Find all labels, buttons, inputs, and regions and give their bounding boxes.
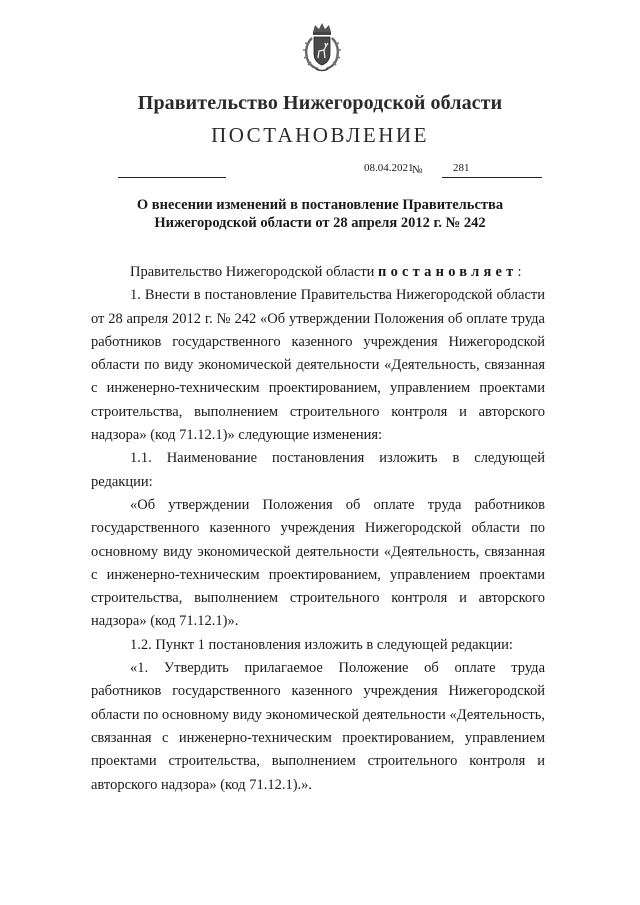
blank-underline	[118, 177, 226, 178]
number-underline	[442, 177, 542, 178]
paragraph-1-2: 1.2. Пункт 1 постановления изложить в следующей редакции:	[130, 636, 513, 653]
paragraph-1: 1. Внести в постановление Правительства Нижегородской области от 28 апреля 2012 г. № 242 «Об утверждении Положения об оплате труда работников государственного казенного учреждения Нижегородской области по виду экономической деятельности «Деятельность, связанная с инженерно-техническим проектированием, управлением проектами строительства, выполнением строительного контроля и авторского надзора» (код 71.12.1)» следующие изменения:	[91, 287, 545, 444]
title-line-1: О внесении изменений в постановление Правительства	[136, 197, 504, 213]
preamble-paragraph: Правительство Нижегородской области постановляет:	[130, 264, 522, 280]
coat-of-arms-icon	[302, 22, 342, 72]
document-body	[91, 261, 545, 797]
document-number: 281	[453, 162, 470, 174]
organization-name: Правительство Нижегородской области	[137, 92, 503, 114]
paragraph-1-1: 1.1. Наименование постановления изложить в следующей редакции:	[91, 450, 545, 490]
document-title	[0, 196, 640, 232]
document-type: ПОСТАНОВЛЕНИЕ	[211, 123, 429, 147]
paragraph-1-1-quote: «Об утверждении Положения об оплате труда работников государственного казенного учреждения Нижегородской области по основному виду экономической деятельности «Деятельность, связанная с инженерно-техническим проектированием, управлением проектами строительства, выполнением строительного контроля и авторского надзора» (код 71.12.1)».	[91, 496, 545, 630]
document-date: 08.04.2021	[364, 162, 414, 174]
decree-word: постановляет	[378, 264, 518, 280]
preamble-text: Правительство Нижегородской области	[130, 264, 375, 280]
paragraph-1-2-quote: «1. Утвердить прилагаемое Положение об оплате труда работников государственного казенного учреждения Нижегородской области по основному виду экономической деятельности «Деятельность, связанная с инженерно-техническим проектированием, управлением проектами строительства, выполнением строительного контроля и авторского надзора» (код 71.12.1).».	[91, 660, 545, 793]
number-label: №	[412, 164, 423, 176]
title-line-2: Нижегородской области от 28 апреля 2012 г. № 242	[154, 215, 486, 231]
